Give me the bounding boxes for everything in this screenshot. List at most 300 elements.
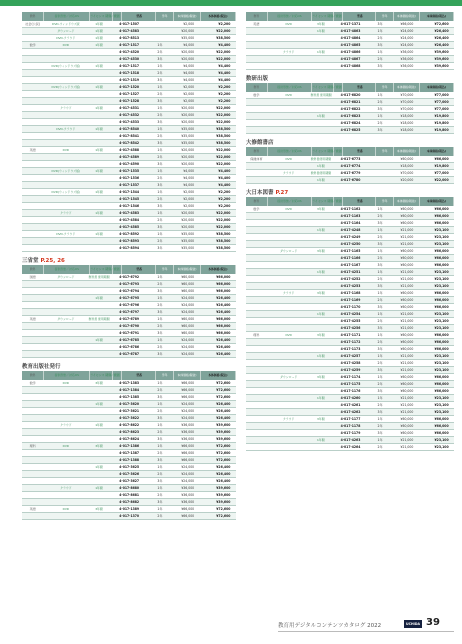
cell-price: ¥21,000 [400,242,414,246]
cell-subject [246,325,267,331]
cell-subject [246,163,267,169]
cell-license [88,344,109,350]
cell-code: 4-017-6792 [119,275,140,279]
cell-code: 4-017-6785 [119,338,140,342]
cell-media: クラウド [60,423,72,427]
cell-price: ¥20,000 [181,162,195,166]
header-cell: ライセンス 期間／範囲 [312,147,334,156]
publisher-name: 数研出版 [246,76,269,82]
cell-code: 4-017-3627 [119,479,140,483]
cell-license [310,255,331,261]
cell-grade: 1年 [157,148,163,152]
table-header [22,371,236,380]
cell-subject [246,395,267,401]
cell-spacer [331,220,339,226]
cell-price: ¥36,000 [181,430,195,434]
cell-subject [22,337,43,343]
cell-price: ¥66,000 [181,514,195,518]
cell-spacer [331,388,339,394]
cell-license [310,42,331,48]
cell-code: 4-017-1169 [340,298,361,302]
cell-price-tax: ¥38,500 [216,36,231,40]
cell-license: 1年間 [317,354,325,358]
cell-spacer [331,395,339,401]
cell-price-tax: ¥22,000 [216,225,231,229]
cell-code: 4-017-6787 [119,352,140,356]
cell-spacer [331,35,339,41]
cell-code: 4-017-1162 [340,207,361,211]
table-row [22,161,236,168]
cell-code: 4-017-4533 [119,120,140,124]
publisher-name: 三省堂 [22,258,39,264]
cell-grade: 3年 [377,64,383,68]
cell-subject [22,168,43,174]
cell-code: 4-017-4260 [340,396,361,400]
cell-spacer [110,175,119,181]
cell-license [88,217,109,223]
cell-media [267,437,311,443]
cell-code: 4-017-4251 [340,270,361,274]
table-row [246,234,454,241]
cell-media: DVD(ウィンドウズ版) [51,169,81,173]
cell-price: ¥60,000 [400,157,414,161]
cell-price-tax: ¥77,000 [434,93,449,97]
table-row [22,126,236,133]
cell-code: 4-017-4257 [340,354,361,358]
cell-price: ¥2,000 [183,22,195,26]
cell-media [267,444,311,450]
cell-price: ¥18,000 [400,164,414,168]
cell-price: ¥36,000 [181,500,195,504]
cell-code: 4-017-4863 [340,29,361,33]
cell-media [43,492,88,498]
cell-license: 1年間 [317,50,325,54]
cell-grade: 2年 [157,451,163,455]
cell-media [43,387,88,393]
cell-grade: 2年 [377,100,383,104]
cell-code: 4-017-1389 [119,507,140,511]
cell-price: ¥21,000 [400,312,414,316]
cell-price-tax: ¥23,100 [434,312,449,316]
cell-code: 4-017-1174 [340,375,361,379]
cell-price-tax: ¥23,100 [434,438,449,442]
price-section [246,190,454,451]
cell-spacer [110,309,119,315]
cell-media [267,311,311,317]
table-row [22,415,236,422]
cell-media [267,106,311,112]
cell-code: 4-017-8594 [119,246,140,250]
header-cell: 教科 [246,197,268,206]
table-row [246,283,454,290]
cell-price: ¥21,000 [400,368,414,372]
cell-subject [22,154,43,160]
cell-license [310,283,331,289]
cell-grade: 1年 [377,249,383,253]
cell-code: 4-017-1544 [119,190,140,194]
cell-grade: 1年 [157,190,163,194]
cell-price: ¥21,000 [400,326,414,330]
cell-price-tax: ¥38,500 [216,239,231,243]
cell-subject [22,281,43,287]
cell-price-tax: ¥23,100 [434,228,449,232]
cell-media [43,217,88,223]
cell-price-tax: ¥39,600 [216,423,231,427]
cell-price: ¥21,000 [400,270,414,274]
table-row [246,269,454,276]
cell-code: 4-017-1518 [119,71,140,75]
cell-price-tax: ¥66,000 [434,382,449,386]
cell-code: 4-017-1519 [119,78,140,82]
table-row [246,297,454,304]
cell-spacer [331,49,339,55]
table-row [246,444,454,451]
cell-grade: 1年 [157,486,163,490]
cell-spacer [331,402,339,408]
cell-code: 4-017-4254 [340,312,361,316]
cell-spacer [110,245,119,251]
cell-subject [22,302,43,308]
cell-price-tax: ¥66,000 [216,317,231,321]
cell-grade: 2年 [377,256,383,260]
cell-grade: 2年 [157,345,163,349]
table-row [22,98,236,105]
cell-license: 1年間 [95,127,103,131]
cell-grade: 2年 [157,282,163,286]
cell-grade: 3年 [377,107,383,111]
cell-code: 4-017-6822 [340,107,361,111]
header-cell: 学年 [376,197,394,206]
cell-subject [246,283,267,289]
cell-license [88,98,109,104]
cell-media [267,325,311,331]
header-cell: 本体価格(税抜) [394,12,420,21]
header-cell: ライセンス 期間／範囲 [90,371,112,380]
table-row [246,241,454,248]
cell-media [43,245,88,251]
cell-subject [246,318,267,324]
cell-price: ¥2,000 [183,204,195,208]
table-row [22,105,236,112]
cell-spacer [331,283,339,289]
header-cell: ライセンス 期間／範囲 [90,265,112,274]
cell-subject: 理科 [253,333,260,337]
cell-media [267,35,311,41]
header-cell: 提供形態／対応OS [268,197,313,206]
cell-spacer [331,353,339,359]
cell-code: 4-017-1545 [119,197,140,201]
table-row [22,478,236,485]
cell-grade: 2年 [377,319,383,323]
cell-media [267,395,311,401]
table-row [22,84,236,91]
cell-grade [372,177,389,183]
cell-price-tax: ¥26,400 [216,296,231,300]
cell-price-tax: ¥39,600 [216,493,231,497]
cell-subject [246,213,267,219]
cell-license [88,478,109,484]
cell-license [310,346,331,352]
cell-spacer [110,471,119,477]
table-row [246,402,454,409]
cell-subject [22,422,43,428]
table-row [246,156,454,163]
cell-subject [246,311,267,317]
cell-subject [246,106,267,112]
cell-price-tax: ¥66,000 [434,221,449,225]
cell-spacer [110,238,119,244]
cell-code: 4-017-1167 [340,263,361,267]
price-section [246,12,454,70]
cell-license [88,394,109,400]
cell-media [267,120,311,126]
cell-grade: 3年 [157,246,163,250]
cell-grade: 2年 [377,340,383,344]
cell-subject [22,309,43,315]
cell-license: 3年間 [95,444,103,448]
cell-spacer [331,234,339,240]
cell-subject [246,388,267,394]
cell-license: 1年間 [95,190,103,194]
cell-price-tax: ¥2,200 [218,190,231,194]
cell-code: 4-017-8680 [119,486,140,490]
cell-media [267,127,311,133]
cell-spacer [331,444,339,450]
cell-code: 4-017-4262 [340,410,361,414]
cell-media [267,430,311,436]
cell-spacer [110,77,119,83]
cell-spacer [110,351,119,357]
cell-price: ¥21,000 [400,319,414,323]
table-row [22,422,236,429]
cell-price-tax: ¥39,600 [216,437,231,441]
cell-media: DVD(ウィンドウズ版) [51,64,81,68]
cell-media [43,49,88,55]
cell-grade: 3年 [157,500,163,504]
cell-media: クラウド [60,486,72,490]
table-row [22,28,236,35]
cell-code: 4-017-1537 [119,183,140,187]
cell-spacer [110,196,119,202]
cell-price: ¥60,000 [400,340,414,344]
table-row [22,492,236,499]
cell-price: ¥36,000 [400,57,414,61]
cell-media [43,408,88,414]
table-row [22,189,236,196]
table-row [22,77,236,84]
cell-spacer [110,274,119,280]
cell-license: 1年間 [95,169,103,173]
cell-spacer [331,276,339,282]
cell-subject [246,276,267,282]
cell-media [43,91,88,97]
cell-media [267,276,311,282]
cell-license [88,119,109,125]
table-row [246,248,454,255]
cell-code: 4-017-1528 [119,99,140,103]
cell-price: ¥20,000 [181,106,195,110]
cell-media: DVD [285,93,292,97]
cell-license [88,436,109,442]
cell-subject [246,255,267,261]
table-row [246,423,454,430]
cell-code: 4-017-1387 [119,451,140,455]
cell-price: ¥35,000 [181,246,195,250]
cell-price-tax: ¥38,500 [216,134,231,138]
cell-license: 3年間 [317,249,325,253]
cell-price: ¥4,000 [183,71,195,75]
cell-grade: 1年 [377,375,383,379]
cell-media: DVD-クラウド [56,232,76,236]
header-cell: 型番 [122,371,156,380]
table-row [246,106,454,113]
table-row [246,42,454,49]
cell-media: DVD [62,148,70,152]
cell-media [267,163,311,169]
cell-subject [246,409,267,415]
table-row [246,99,454,106]
cell-code: 4-017-4585 [119,225,140,229]
cell-code: 4-017-4261 [340,403,361,407]
cell-price: ¥20,000 [181,113,195,117]
cell-price: ¥60,000 [400,298,414,302]
cell-spacer [331,42,339,48]
cell-grade: 3年 [377,431,383,435]
cell-subject [22,457,43,463]
cell-spacer [110,119,119,125]
cell-spacer [110,499,119,505]
cell-license [88,408,109,414]
cell-code: 4-017-1536 [119,176,140,180]
table-row [22,457,236,464]
cell-spacer [110,70,119,76]
cell-spacer [331,346,339,352]
cell-grade: 3年 [377,263,383,267]
cell-subject: 英語 [29,148,36,152]
cell-price-tax: ¥23,100 [434,403,449,407]
cell-price-tax: ¥26,400 [216,465,231,469]
cell-spacer [331,156,339,162]
cell-price-tax: ¥19,800 [434,128,449,132]
cell-grade: 3年 [157,183,163,187]
cell-media: DVD [285,22,292,26]
cell-grade: 2年 [157,388,163,392]
cell-price-tax: ¥23,100 [434,270,449,274]
table-row [246,177,454,184]
cell-price: ¥60,000 [400,305,414,309]
cell-license [88,77,109,83]
cell-code: 4-017-3621 [119,409,140,413]
cell-grade: 1年 [377,291,383,295]
cell-subject [246,35,267,41]
cell-license: 1年間 [317,312,325,316]
header-cell: 本体価格(税込) [201,12,236,21]
cell-spacer [331,311,339,317]
cell-subject: 数学 [29,43,36,47]
cell-price-tax: ¥38,500 [216,232,231,236]
cell-price: ¥60,000 [400,333,414,337]
cell-price: ¥60,000 [181,289,195,293]
cell-spacer [331,325,339,331]
cell-price: ¥24,000 [181,310,195,314]
table-row [246,56,454,63]
cell-license: 3年間 [95,381,103,385]
cell-price-tax: ¥77,000 [434,100,449,104]
cell-spacer [331,113,339,119]
cell-code: 4-017-1385 [119,395,140,399]
cell-grade: 1年 [157,169,163,173]
cell-subject [22,323,43,329]
cell-code: 4-017-3622 [119,416,140,420]
cell-grade: 2年 [377,121,383,125]
cell-code: 4-017-4252 [340,277,361,281]
cell-spacer [331,374,339,380]
cell-code: 4-017-4249 [340,235,361,239]
cell-subject: 数学 [253,93,260,97]
cell-grade: 2年 [157,134,163,138]
cell-price: ¥20,000 [181,155,195,159]
cell-media [43,112,88,118]
table-row [22,91,236,98]
cell-spacer [110,429,119,435]
cell-price-tax: ¥72,600 [434,22,449,26]
cell-grade: 1年 [157,43,163,47]
cell-subject [22,401,43,407]
cell-subject: 数学 [29,381,36,385]
cell-subject [22,35,43,41]
cell-media [267,234,311,240]
cell-subject [22,70,43,76]
cell-subject [22,394,43,400]
cell-license [310,381,331,387]
cell-grade: 1年 [157,317,163,321]
cell-license: 1年間 [95,64,103,68]
cell-price: ¥36,000 [181,486,195,490]
cell-price: ¥4,000 [183,78,195,82]
table-row [22,323,236,330]
cell-grade: 2年 [377,277,383,281]
header-cell: 教科 [22,12,44,21]
cell-price-tax: ¥72,600 [216,507,231,511]
cell-subject [246,304,267,310]
cell-subject [246,353,267,359]
cell-code: 4-017-8623 [119,430,140,434]
cell-subject [22,182,43,188]
cell-license [310,63,331,69]
cell-license [310,360,331,366]
cell-media: DVD [285,157,292,161]
cell-price-tax: ¥4,400 [218,43,231,47]
table-row [22,49,236,56]
cell-spacer [110,506,119,512]
cell-media: ダウンロード [57,317,75,321]
cell-subject [22,387,43,393]
cell-license [88,140,109,146]
cell-price: ¥36,000 [181,493,195,497]
cell-spacer [331,416,339,422]
cell-price-tax: ¥66,000 [434,305,449,309]
cell-media [43,238,88,244]
cell-grade: 2年 [157,239,163,243]
cell-price-tax: ¥4,400 [218,169,231,173]
cell-spacer [331,255,339,261]
cell-price: ¥66,000 [181,444,195,448]
cell-grade [372,163,389,169]
cell-grade: 1年 [157,64,163,68]
cell-media: ダウンロード [279,249,298,253]
cell-price-tax: ¥22,000 [216,162,231,166]
cell-license [310,444,331,450]
